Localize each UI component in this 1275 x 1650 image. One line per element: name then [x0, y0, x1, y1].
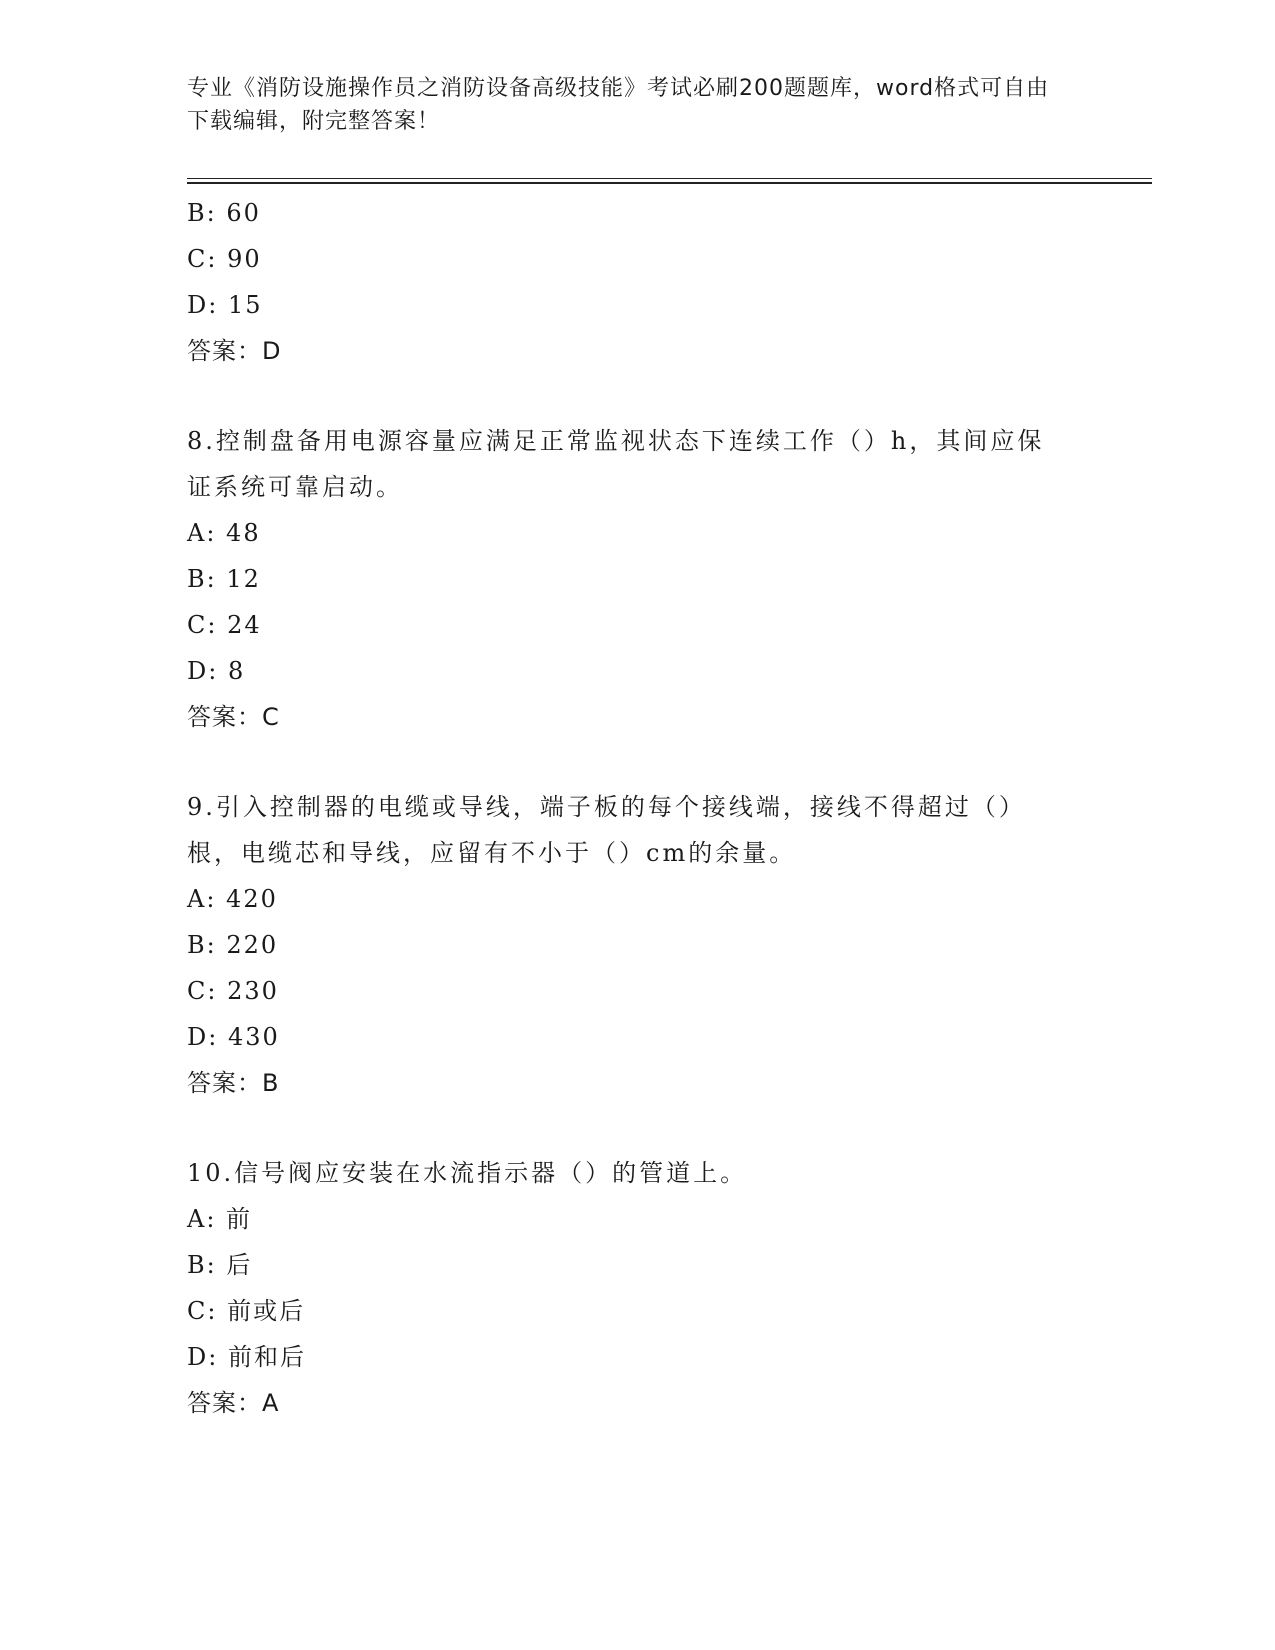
option-c: C: 90 — [187, 245, 262, 273]
option-a: A: 前 — [187, 1205, 253, 1233]
question-text: 10.信号阀应安装在水流指示器（）的管道上。 — [187, 1159, 748, 1187]
header-divider-thick — [187, 182, 1152, 184]
option-a: A: 420 — [187, 885, 278, 913]
answer-line: 答案：D — [187, 337, 282, 365]
option-b: B: 60 — [187, 199, 261, 227]
document-header: 专业《消防设施操作员之消防设备高级技能》考试必刷200题题库，word格式可自由下载编辑，附完整答案！ — [187, 76, 1050, 134]
answer-line: 答案：C — [187, 703, 280, 731]
option-b: B: 220 — [187, 931, 279, 959]
option-c: C: 前或后 — [187, 1297, 306, 1325]
header-divider — [187, 178, 1152, 179]
question-text: 9.引入控制器的电缆或导线，端子板的每个接线端，接线不得超过（）根，电缆芯和导线，应留有不小于（）cm的余量。 — [187, 793, 1026, 867]
option-d: D: 前和后 — [187, 1343, 306, 1371]
question-text: 8.控制盘备用电源容量应满足正常监视状态下连续工作（）h，其间应保证系统可靠启动。 — [187, 427, 1045, 501]
option-c: C: 230 — [187, 977, 279, 1005]
option-b: B: 后 — [187, 1251, 253, 1279]
answer-line: 答案：B — [187, 1069, 280, 1097]
option-b: B: 12 — [187, 565, 261, 593]
question-8 — [187, 418, 1087, 740]
option-d: D: 15 — [187, 291, 263, 319]
question-10 — [187, 1150, 1087, 1426]
option-d: D: 8 — [187, 657, 246, 685]
question-partial — [187, 190, 1087, 374]
option-d: D: 430 — [187, 1023, 280, 1051]
option-c: C: 24 — [187, 611, 262, 639]
option-a: A: 48 — [187, 519, 261, 547]
question-list — [187, 190, 1087, 1426]
answer-line: 答案：A — [187, 1389, 280, 1417]
question-9 — [187, 784, 1087, 1106]
